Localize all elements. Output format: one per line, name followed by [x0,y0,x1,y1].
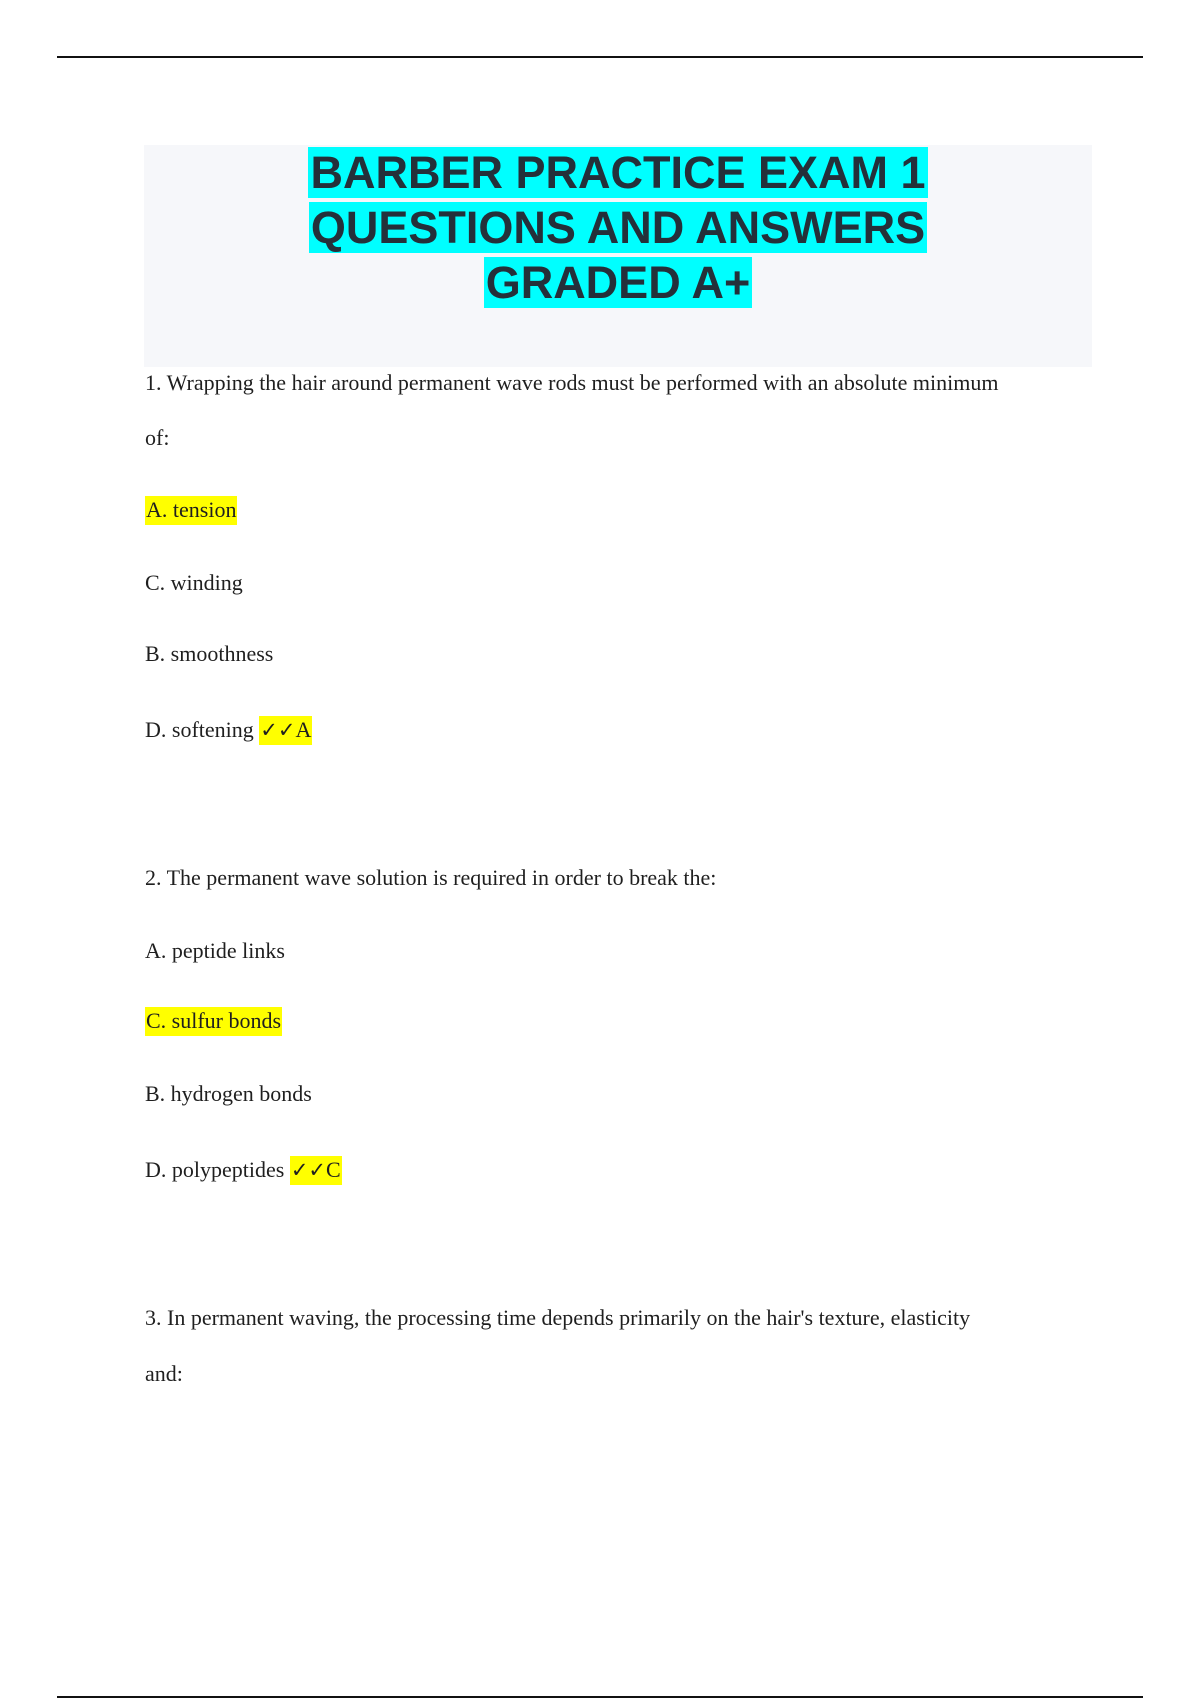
question-1-option: C. winding [145,570,243,595]
answer-letter: C [326,1157,341,1182]
question-1-prompt: 1. Wrapping the hair around permanent wave rods must be performed with an absolute minimum [145,370,999,395]
question-2-option: B. hydrogen bonds [145,1081,312,1106]
question-1-option: B. smoothness [145,641,274,666]
question-3-prompt-continued: and: [145,1361,183,1386]
question-1-option-with-answer [145,716,312,744]
double-check-icon: ✓✓ [290,1158,327,1182]
answer-key [259,716,312,745]
question-1-prompt-continued: of: [145,425,170,450]
question-2-option: D. polypeptides [145,1157,285,1182]
document-title [144,145,1092,310]
question-1-option [145,496,237,524]
header-rule [57,56,1143,58]
title-banner [144,145,1092,367]
question-2-option [145,1007,282,1035]
title-line: QUESTIONS AND ANSWERS [310,202,926,253]
answer-key [290,1156,342,1185]
question-2-option: A. peptide links [145,938,285,963]
question-1-option: D. softening [145,717,254,742]
footer-rule [57,1696,1143,1698]
title-line: BARBER PRACTICE EXAM 1 [310,147,926,198]
question-2-prompt: 2. The permanent wave solution is required in order to break the: [145,865,717,890]
question-3-prompt: 3. In permanent waving, the processing time depends primarily on the hair's texture, elasticity [145,1305,971,1330]
title-line: GRADED A+ [485,257,751,308]
correct-option-highlight: C. sulfur bonds [145,1007,282,1036]
answer-letter: A [295,717,312,742]
double-check-icon: ✓✓ [260,718,296,742]
question-2-option-with-answer [145,1156,342,1184]
correct-option-highlight: A. tension [145,496,237,525]
